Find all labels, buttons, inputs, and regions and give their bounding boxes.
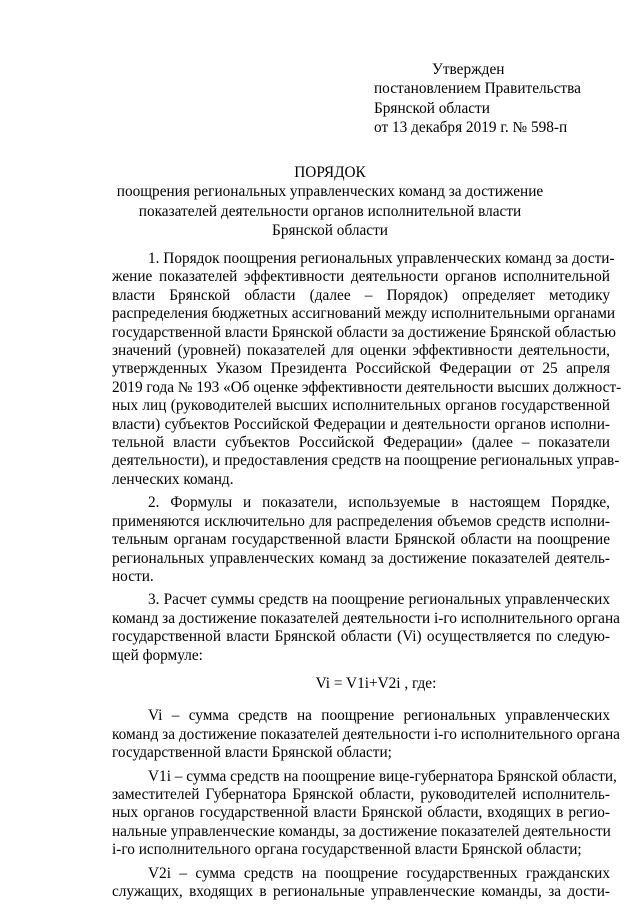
formula: Vi = V1i+V2i , где:: [315, 674, 437, 692]
title-line: показателей деятельности органов исполнительной власти: [138, 202, 522, 220]
text-line: значений (уровней) показателей для оценки эффективности деятельности,: [112, 342, 610, 360]
text-line: 2019 года № 193 «Об оценке эффективности деятельности высших должност-: [112, 378, 622, 396]
approval-line: Утвержден: [432, 61, 505, 78]
text-line: V2i – сумма средств на поощрение государственных гражданских: [148, 864, 610, 882]
text-line: ных лиц (руководителей высших исполнительных органов государственной: [112, 397, 610, 415]
text-line: 1. Порядок поощрения региональных управленческих команд за дости-: [148, 250, 615, 267]
text-line: региональных управленческих команд за достижение показателей деятель-: [112, 549, 610, 567]
text-line: команд за достижение показателей деятельности i-го исполнительного органа: [112, 725, 620, 743]
text-line: государственной власти Брянской области;: [112, 744, 392, 762]
text-line: тельным органам государственной власти Брянской области на поощрение: [112, 531, 610, 549]
document-body: [112, 250, 622, 906]
text-line: заместителей Губернатора Брянской области, руководителей исполнитель-: [112, 785, 610, 803]
approval-line: постановлением Правительства: [374, 80, 581, 98]
text-line: тельной власти субъектов Российской Федерации» (далее – показатели: [112, 434, 610, 452]
title-line: поощрения региональных управленческих команд за достижение: [116, 183, 544, 201]
definition-v2i: [112, 865, 610, 902]
text-line: применяются исключительно для распределения объемов средств исполни-: [112, 512, 610, 530]
text-line: команд за достижение показателей деятельности i-го исполнительного органа: [112, 609, 620, 627]
text-line: ленческих команд.: [112, 470, 234, 488]
text-line: нальные управленческие команды, за достижение показателей деятельности: [112, 822, 611, 840]
text-line: 2. Формулы и показатели, используемые в настоящем Порядке,: [148, 494, 610, 512]
definition-v1i: [112, 767, 617, 860]
text-line: утвержденных Указом Президента Российской Федерации от 25 апреля: [112, 360, 610, 378]
approval-line: Брянской области: [374, 99, 490, 117]
text-line: жение показателей эффективности деятельности органов исполнительной: [112, 268, 610, 286]
definition-vi: [112, 707, 620, 762]
text-line: ных органов государственной власти Брянской области, входящих в регио-: [112, 804, 610, 822]
text-line: i-го исполнительного органа государственной власти Брянской области;: [112, 841, 582, 859]
text-line: власти Брянской области (далее – Порядок) определяет методику: [112, 286, 610, 304]
title-line: Брянской области: [272, 221, 388, 239]
paragraph-3: [112, 591, 620, 665]
text-line: 3. Расчет суммы средств на поощрение региональных управленческих: [148, 591, 610, 609]
text-line: ности.: [112, 567, 154, 585]
text-line: служащих, входящих в региональные управленческие команды, за дости-: [112, 883, 610, 900]
text-line: Vi – сумма средств на поощрение региональных управленческих: [148, 707, 610, 725]
text-line: деятельности), и предоставления средств на поощрение региональных управ-: [112, 452, 620, 470]
paragraph-2: [112, 494, 610, 586]
title-heading: ПОРЯДОК: [294, 164, 366, 181]
text-line: V1i – сумма средств на поощрение вице-губернатора Брянской области,: [148, 767, 617, 785]
document-title: [100, 163, 560, 240]
approval-line: от 13 декабря 2019 г. № 598-п: [374, 118, 568, 136]
approval-stamp: [374, 60, 634, 137]
text-line: щей формуле:: [112, 646, 203, 664]
text-line: власти) субъектов Российской Федерации и деятельности органов исполни-: [112, 415, 610, 433]
text-line: государственной власти Брянской области за достижение Брянской областью: [112, 323, 616, 341]
text-line: распределения бюджетных ассигнований между исполнительными органами: [112, 305, 616, 323]
text-line: государственной власти Брянской области (Vi) осуществляется по следую-: [112, 628, 610, 646]
paragraph-1: [112, 250, 622, 489]
